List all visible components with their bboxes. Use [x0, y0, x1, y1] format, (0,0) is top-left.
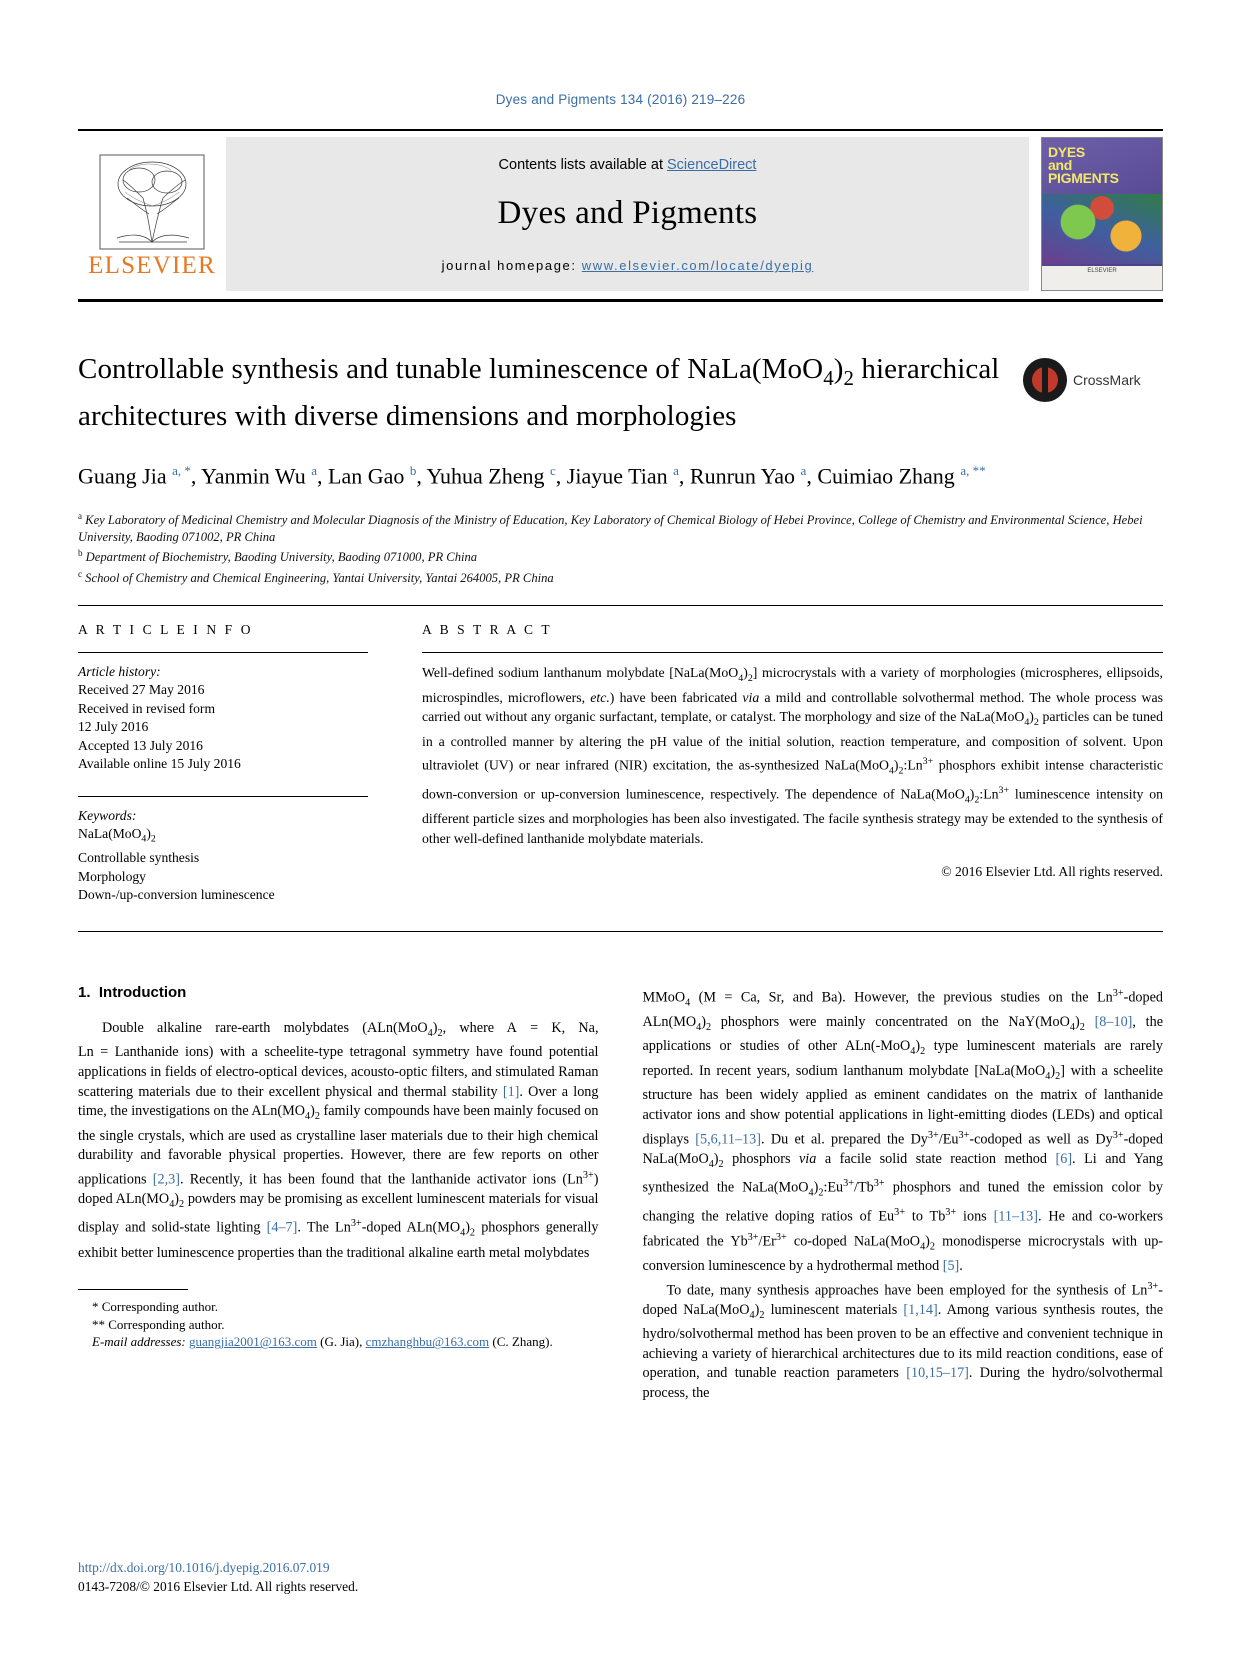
sciencedirect-link[interactable]: ScienceDirect: [667, 157, 757, 173]
history-item: Available online 15 July 2016: [78, 756, 241, 772]
email-name-2: (C. Zhang).: [492, 1334, 553, 1350]
affiliation-c: $^c$ School of Chemistry and Chemical Engineering, Yantai University, Yantai 264005, PR China: [78, 569, 554, 586]
keyword-item: $NaLa(MoO_4)_2$: [78, 826, 156, 845]
paragraph-intro-right-2: To date, many synthesis approaches have been employed for the synthesis of $Ln^{3+}$-doped $NaLa(MoO_4)_2$ luminescent materials [1,14]. Among various synthesis routes, the hydro/solvothermal method has been proven to be an effective and convenient technique in achieving a variety of hierarchical architectures due to its mild reaction conditions, ease of operation, and tunable reaction parameters [10,15–17]. During the hydro/solvothermal process, the: [642, 1280, 1164, 1402]
abstract-heading: A B S T R A C T: [422, 621, 553, 637]
keyword-item: Controllable synthesis: [78, 850, 200, 866]
abstract-copyright: © 2016 Elsevier Ltd. All rights reserved.: [941, 864, 1163, 880]
email-addresses: [78, 1333, 599, 1351]
footnotes-block: [78, 1289, 599, 1351]
crossmark-icon: [1023, 358, 1067, 402]
elsevier-wordmark: ELSEVIER: [88, 252, 216, 279]
section-number: 1.: [78, 983, 91, 1001]
cover-title-line-3: PIGMENTS: [1048, 170, 1119, 186]
homepage-url-link[interactable]: www.elsevier.com/locate/dyepig: [581, 258, 814, 273]
article-info-heading: A R T I C L E I N F O: [78, 621, 254, 637]
contents-prefix: Contents lists available at: [498, 157, 667, 173]
paragraph-intro-left: Double alkaline rare-earth molybdates ($ALn(MoO_4)_2$, where A = K, Na, Ln = Lanthanide ions) with a scheelite-type tetragonal symmetry have found potential applications in fields of electro-optical devices, acousto-optic filters, and stimulated Raman scattering materials due to their excellent physical and thermal stability [1]. Over a long time, the investigations on the $ALn(MO_4)_2$ family compounds have been mainly focused on the single crystals, which are used as crystalline laser materials due to their high chemical durability and favorable physical properties. However, there are few reports on other applications [2,3]. Recently, it has been found that the lanthanide activator ions $(Ln^{3+})$ doped $ALn(MO_4)_2$ powders may be promising as excellent luminescent materials for visual display and solid-state lighting [4–7]. The $Ln^{3+}$-doped $ALn(MO_4)_2$ phosphors generally exhibit better luminescence properties than the traditional alkaline earth metal molybdates: [78, 1019, 599, 1261]
cover-title-line-1: DYES: [1048, 144, 1085, 160]
history-item: Received in revised form: [78, 700, 216, 716]
journal-cover-thumbnail: [1041, 137, 1163, 291]
history-item: Accepted 13 July 2016: [78, 737, 203, 753]
cover-title: [1042, 138, 1162, 185]
history-item: 12 July 2016: [78, 719, 149, 735]
title-block: [78, 350, 1163, 587]
affiliations: [78, 508, 1163, 587]
footer-doi-block: [78, 1558, 358, 1596]
keywords-rule: [78, 796, 368, 797]
homepage-label: journal homepage:: [441, 258, 582, 273]
history-item: Received 27 May 2016: [78, 682, 205, 698]
doi-url[interactable]: http://dx.doi.org/10.1016/j.dyepig.2016.07.019: [78, 1560, 330, 1575]
section-heading-introduction: [78, 984, 599, 1001]
issn-copyright: 0143-7208/© 2016 Elsevier Ltd. All rights reserved.: [78, 1579, 359, 1594]
footnote-rule: [78, 1289, 188, 1290]
article-info-rule: [78, 652, 368, 653]
cover-footer: ELSEVIER: [1042, 266, 1162, 290]
body-column-right: [643, 984, 1164, 1404]
journal-masthead: [78, 129, 1163, 302]
contents-available-line: [499, 157, 757, 173]
corresponding-author-1: * Corresponding author.: [92, 1299, 219, 1315]
abstract-text: Well-defined sodium lanthanum molybdate $[NaLa(MoO_4)_2]$ microcrystals with a variety of morphologies (microspheres, ellipsoids, microspindles, microflowers, etc.) have been fabricated via a mild and controllable solvothermal method. The whole process was carried out without any organic surfactant, template, or catalyst. The morphology and size of the $NaLa(MoO_4)_2$ particles can be tuned in a controlled manner by altering the pH value of the initial solution, reaction temperature, and composition of solvent. Upon ultraviolet (UV) or near infrared (NIR) excitation, the as-synthesized $NaLa(MoO_4)_2:Ln^{3+}$ phosphors exhibit intense characteristic down-conversion or up-conversion luminescence, respectively. The dependence of $NaLa(MoO_4)_2:Ln^{3+}$ luminescence intensity on different particle sizes and morphologies has been also investigated. The facile synthesis strategy may be extended to the synthesis of other well-defined lanthanide molybdate materials.: [422, 664, 1164, 846]
doi-link[interactable]: [78, 1558, 358, 1577]
abstract-rule: [422, 652, 1163, 653]
email-link-2[interactable]: cmzhanghbu@163.com: [365, 1334, 490, 1350]
article-history-block: [78, 663, 368, 774]
affiliation-a: $^a$ Key Laboratory of Medicinal Chemistry and Molecular Diagnosis of the Ministry of Education, Key Laboratory of Chemical Biology of Hebei Province, College of Chemistry and Environmental Science, Hebei University, Baoding 071002, PR China: [78, 511, 1143, 544]
section-title: Introduction: [98, 983, 187, 1001]
keyword-item: Morphology: [78, 868, 146, 884]
running-head: Dyes and Pigments 134 (2016) 219–226: [495, 92, 746, 107]
keyword-item: Down-/up-conversion luminescence: [78, 887, 275, 903]
crossmark-label: CrossMark: [1073, 372, 1141, 388]
elsevier-tree-icon: [99, 154, 205, 250]
journal-homepage-line: [442, 258, 814, 273]
journal-banner: [226, 137, 1029, 291]
history-label: Article history:: [78, 663, 161, 679]
crossmark-badge[interactable]: [1023, 354, 1163, 406]
elsevier-logo: [78, 131, 226, 299]
article-info-column: [78, 622, 398, 905]
body-columns: [78, 984, 1163, 1404]
paragraph-intro-right-1: MMoO$_4$ (M = Ca, Sr, and Ba). However, the previous studies on the $Ln^{3+}$-doped $ALn(MO_4)_2$ phosphors were mainly concentrated on the $NaY(MoO_4)_2$ [8–10], the applications or studies of other $ALn(-MoO_4)_2$ type luminescent materials are rarely reported. In recent years, sodium lanthanum molybdate $[NaLa(MoO_4)_2]$ with a scheelite structure has been widely applied as eminent candidates on the matrix of lanthanide activator ions and show potential applications in light-emitting diodes (LEDs) and optical displays [5,6,11–13]. Du et al. prepared the $Dy^{3+}/Eu^{3+}$-codoped as well as $Dy^{3+}$-doped $NaLa(MoO_4)_2$ phosphors via a facile solid state reaction method [6]. Li and Yang synthesized the $NaLa(MoO_4)_2:Eu^{3+}/Tb^{3+}$ phosphors and tuned the emission color by changing the relative doping ratios of $Eu^{3+}$ to $Tb^{3+}$ ions [11–13]. He and co-workers fabricated the $Yb^{3+}/Er^{3+}$ co-doped $NaLa(MoO_4)_2$ monodisperse microcrystals with up-conversion luminescence by a hydrothermal method [5].: [642, 987, 1164, 1274]
abstract-column: [398, 622, 1163, 905]
email-link-1[interactable]: guangjia2001@163.com: [189, 1334, 317, 1350]
cover-title-line-2: and: [1048, 157, 1072, 173]
author-list: Guang Jia $^{a, *}$, Yanmin Wu $^a$, Lan Gao $^b$, Yuhua Zheng $^c$, Jiayue Tian $^a$, Runrun Yao $^a$, Cuimiao Zhang $^{a, **}$: [78, 462, 986, 489]
affiliation-b: $^b$ Department of Biochemistry, Baoding University, Baoding 071000, PR China: [78, 548, 478, 565]
corresponding-author-2: ** Corresponding author.: [92, 1316, 225, 1332]
info-abstract-section: [78, 622, 1163, 932]
keywords-label: Keywords:: [78, 807, 137, 823]
page-title: Controllable synthesis and tunable luminescence of $NaLa(MoO_4)_2$ hierarchical architectures with diverse dimensions and morphologies: [78, 353, 1000, 432]
email-name-1: (G. Jia),: [320, 1334, 363, 1350]
journal-title: Dyes and Pigments: [497, 195, 758, 231]
divider-above-abstract: [78, 605, 1163, 606]
keywords-block: [78, 807, 368, 905]
email-label: E-mail addresses:: [92, 1334, 186, 1350]
body-column-left: [78, 984, 599, 1404]
cover-artwork: [1042, 194, 1162, 264]
